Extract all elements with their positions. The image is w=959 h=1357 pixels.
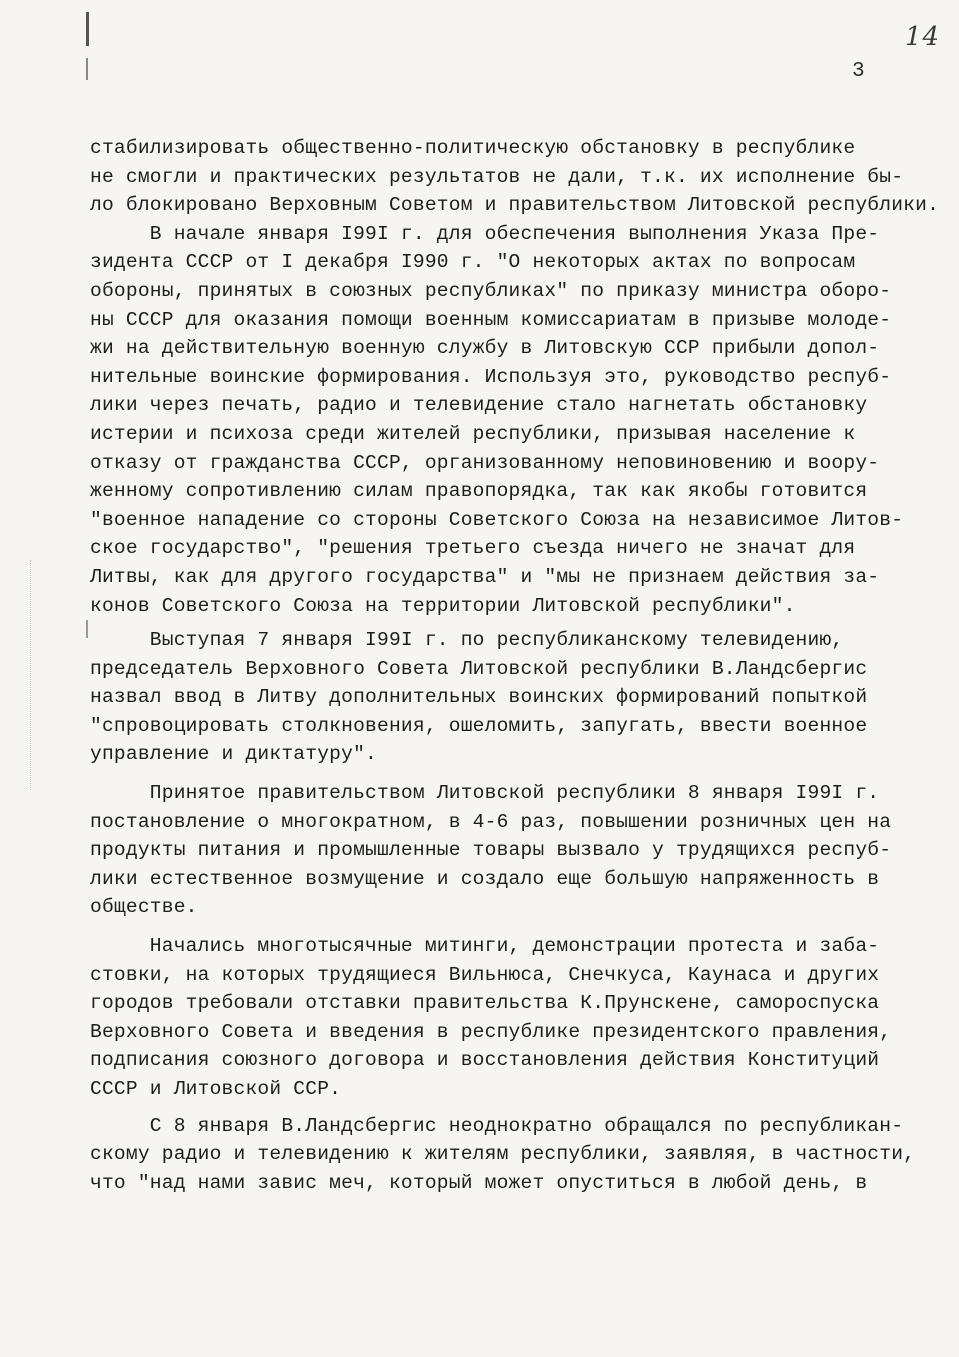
paragraph-gap [90, 922, 940, 932]
text-line: СССР и Литовской ССР. [90, 1078, 342, 1100]
text-line: Принятое правительством Литовской республики 8 января I99I г. [90, 782, 880, 805]
text-line: постановление о многократном, в 4-6 раз, повышении розничных цен на [90, 810, 892, 833]
text-line: продукты питания и промышленные товары вызвало у трудящихся респуб- [90, 839, 892, 862]
text-line: отказу от гражданства СССР, организованному неповиновению и вooру- [90, 451, 880, 474]
text-line: С 8 января В.Ландсбергис неоднократно обращался по республикан- [90, 1114, 904, 1137]
handwritten-sheet-number: 14 [905, 22, 941, 52]
text-line: скому радио и телевидению к жителям республики, заявляя, в частности, [90, 1143, 916, 1166]
text-line: ло блокировано Верховным Советом и правительством Литовской республики. [90, 194, 940, 217]
text-line: зидента СССР от I декабря I990 г. "О некоторых актах по вопросам [90, 251, 856, 274]
page-number: 3 [852, 60, 865, 83]
text-line: истерии и психоза среди жителей республики, призывая население к [90, 422, 856, 445]
paragraph-gap [90, 1104, 940, 1112]
text-line: Верховного Совета и введения в республике президентского правления, [90, 1020, 892, 1043]
text-line: лики через печать, радио и телевидение стало нагнетать обстановку [90, 394, 868, 417]
text-line: обороны, принятых в союзных республиках" по приказу министра оборо- [90, 279, 892, 302]
text-line: стовки, на которых трудящиеся Вильнюса, Снечкуса, Каунаса и других [90, 963, 880, 986]
binding-hole-marks [30, 560, 53, 790]
text-line: жи на действительную военную службу в Литовскую ССР прибыли допол- [90, 337, 880, 360]
text-line: председатель Верховного Совета Литовской республики В.Ландсбергис [90, 657, 868, 680]
text-line: нительные воинские формирования. Используя это, руководство респуб- [90, 365, 892, 388]
text-line: "спровоцировать столкновения, ошеломить, запугать, ввести военное [90, 714, 868, 737]
text-line: обществе. [90, 896, 198, 919]
text-line: городов требовали отставки правительства К.Прунскене, самороспуска [90, 992, 880, 1015]
text-line: "военное нападение со стороны Советского Союза на независимое Литов- [90, 508, 904, 531]
text-line: В начале января I99I г. для обеспечения выполнения Указа Пре- [90, 222, 880, 245]
text-line: Литвы, как для другого государства" и "мы не признаем действия за- [90, 565, 880, 588]
text-line: Начались многотысячные митинги, демонстрации протеста и заба- [90, 935, 880, 958]
text-line: ны СССР для оказания помощи военным комиссариатам в призыве молоде- [90, 308, 892, 331]
document-body [90, 134, 940, 1197]
text-line: Выступая 7 января I99I г. по республиканскому телевидению, [90, 629, 844, 652]
text-line: что "над нами завис меч, который может опуститься в любой день, в [90, 1171, 868, 1194]
paragraph-gap [90, 769, 940, 779]
text-line: лики естественное возмущение и создало еще большую напряженность в [90, 867, 880, 890]
text-line: стабилизировать общественно-политическую обстановку в республике [90, 137, 856, 159]
text-line: женному сопротивлению силам правопорядка, так как якобы готовится [90, 480, 868, 503]
text-line: не смогли и практических результатов не дали, т.к. их исполнение бы- [90, 165, 904, 188]
text-line: назвал ввод в Литву дополнительных воинских формирований попыткой [90, 686, 868, 709]
margin-mark [86, 58, 88, 80]
text-line: подписания союзного договора и восстановления действия Конституций [90, 1049, 880, 1072]
margin-mark [86, 12, 89, 46]
text-line: управление и диктатуру". [90, 743, 377, 766]
text-line: ское государство", "решения третьего съезда ничего не значат для [90, 537, 856, 560]
text-line: конов Советского Союза на территории Литовской республики". [90, 594, 796, 617]
margin-mark [86, 620, 88, 638]
